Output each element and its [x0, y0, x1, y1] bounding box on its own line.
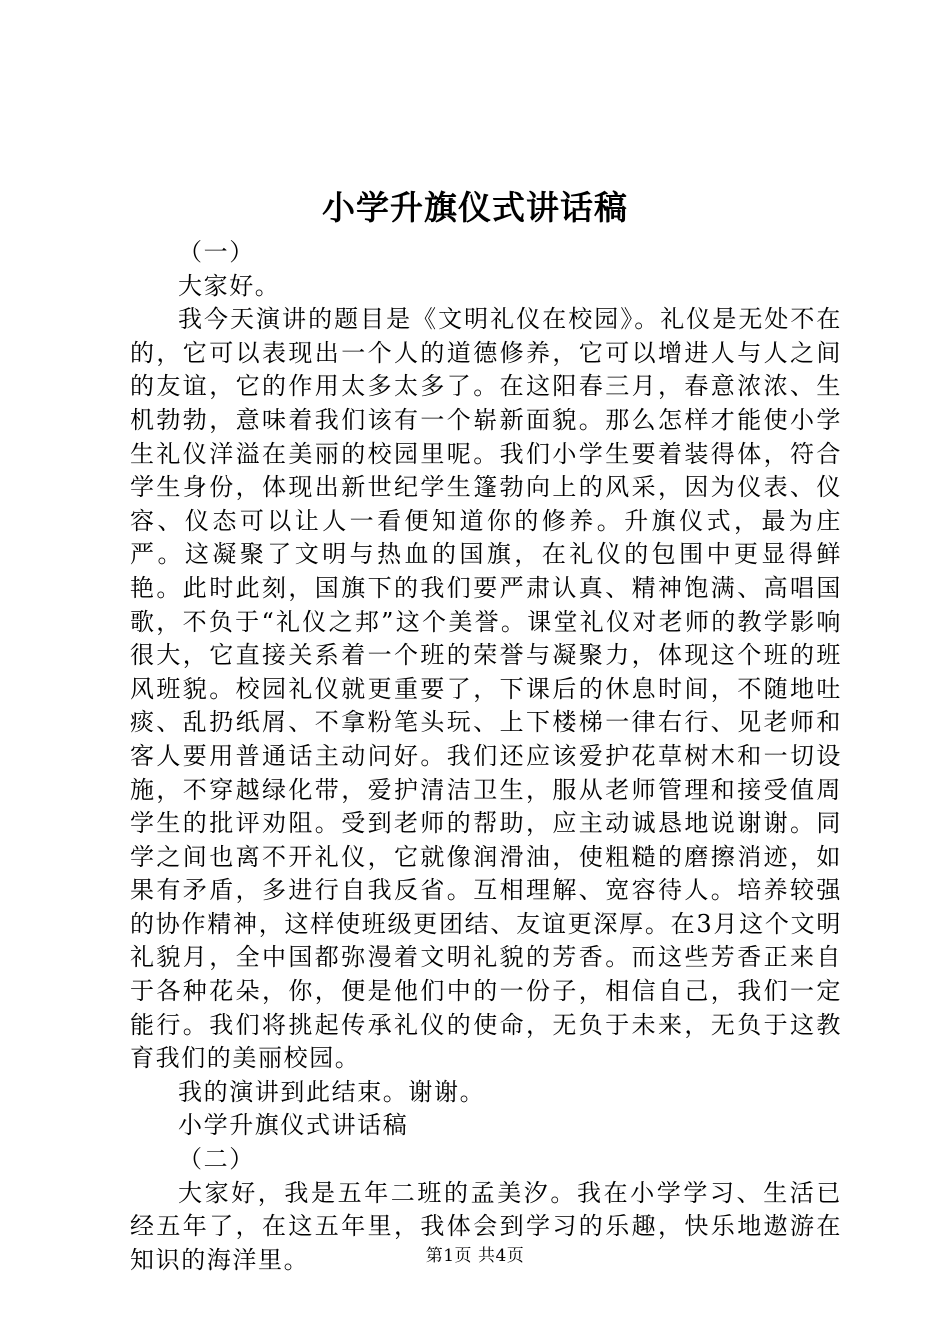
closing-paragraph: 我的演讲到此结束。谢谢。 — [178, 1077, 486, 1106]
section-label-2: （二） — [178, 1145, 255, 1174]
document-body — [130, 236, 842, 1277]
document-title: 小学升旗仪式讲话稿 — [322, 188, 628, 227]
speech-paragraph-second: 大家好，我是五年二班的孟美汐。我在小学学习、生活已经五年了，在这五年里，我体会到学习的乐趣，快乐地遨游在知识的海洋里。 — [130, 1178, 842, 1274]
speech-paragraph-main: 我今天演讲的题目是《文明礼仪在校园》。礼仪是无处不在的，它可以表现出一个人的道德修养，它可以增进人与人之间的友谊，它的作用太多太多了。在这阳春三月，春意浓浓、生机勃勃，意味着我们该有一个崭新面貌。那么怎样才能使小学生礼仪洋溢在美丽的校园里呢。我们小学生要着装得体，符合学生身份，体现出新世纪学生篷勃向上的风采，因为仪表、仪容、仪态可以让人一看便知道你的修养。升旗仪式，最为庄严。这凝聚了文明与热血的国旗，在礼仪的包围中更显得鲜艳。此时此刻，国旗下的我们要严肃认真、精神饱满、高唱国歌，不负于“礼仪之邦”这个美誉。课堂礼仪对老师的教学影响很大，它直接关系着一个班的荣誉与凝聚力，体现这个班的班风班貌。校园礼仪就更重要了，下课后的休息时间，不随地吐痰、乱扔纸屑、不拿粉笔头玩、上下楼梯一律右行、见老师和客人要用普通话主动问好。我们还应该爱护花草树木和一切设施，不穿越绿化带，爱护清洁卫生，服从老师管理和接受值周学生的批评劝阻。受到老师的帮助，应主动诚恳地说谢谢。同学之间也离不开礼仪，它就像润滑油，使粗糙的磨擦消迹，如果有矛盾，多进行自我反省。互相理解、宽容待人。培养较强的协作精神，这样使班级更团结、友谊更深厚。在3月这个文明礼貌月，全中国都弥漫着文明礼貌的芳香。而这些芳香正来自于各种花朵，你，便是他们中的一份子，相信自己，我们一定能行。我们将挑起传承礼仪的使命，无负于未来，无负于这教育我们的美丽校园。 — [130, 305, 842, 1073]
section-heading-repeat: 小学升旗仪式讲话稿 — [178, 1111, 409, 1140]
greeting-paragraph: 大家好。 — [178, 271, 281, 300]
section-label-1: （一） — [178, 238, 255, 266]
page-number-footer: 第1页 共4页 — [425, 1246, 525, 1266]
